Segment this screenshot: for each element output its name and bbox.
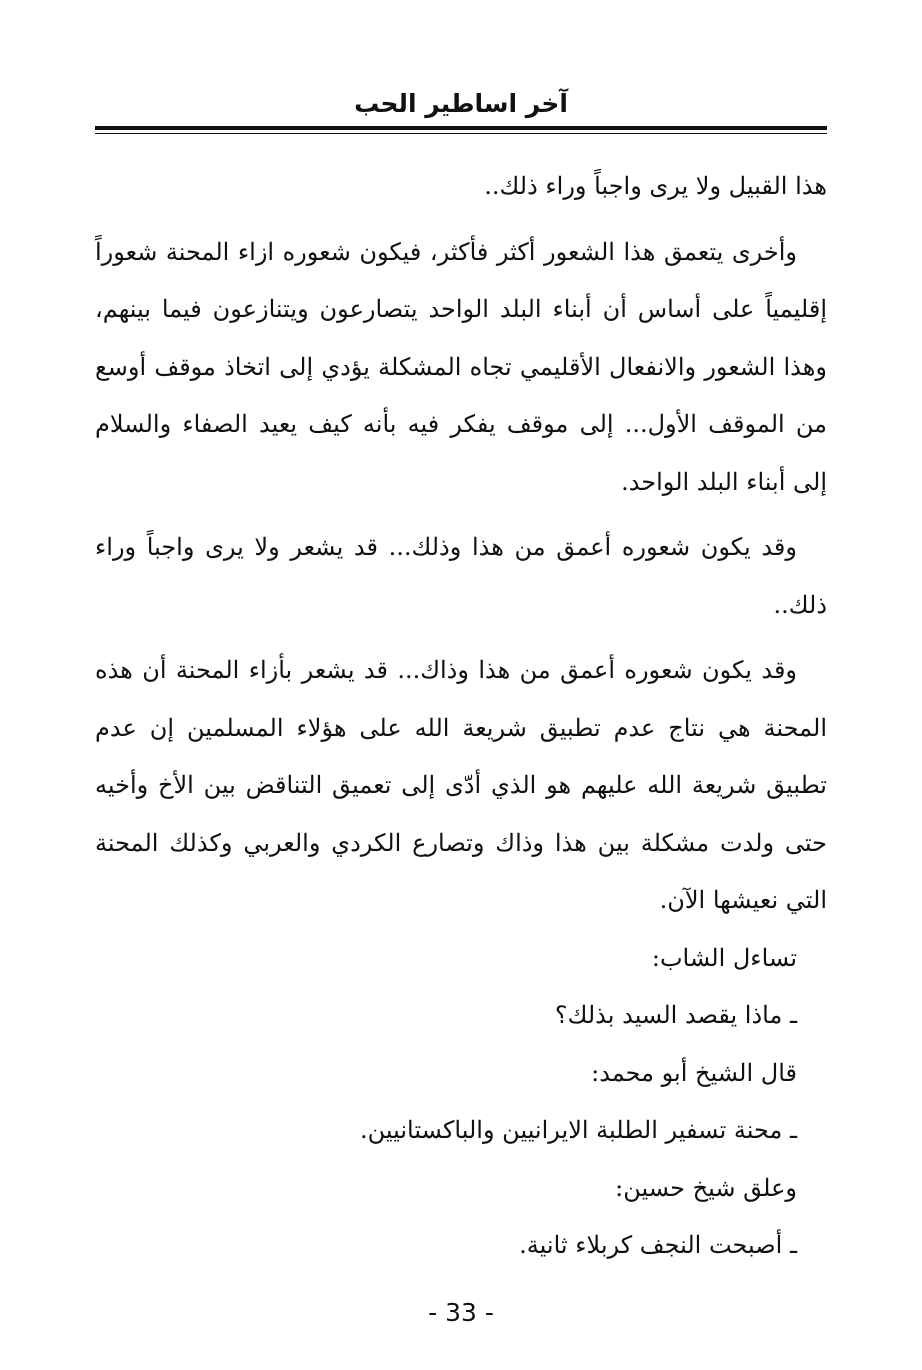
dialogue-line: وعلق شيخ حسين: bbox=[615, 1173, 797, 1202]
paragraph-continuation: هذا القبيل ولا يرى واجباً وراء ذلك.. bbox=[484, 172, 827, 200]
paragraph-deeper-feeling: وقد يكون شعوره أعمق من هذا وذلك... قد يشعر ولا يرى واجباً وراء ذلك.. bbox=[95, 533, 827, 619]
dialogue-line: ـ أصبحت النجف كربلاء ثانية. bbox=[519, 1231, 797, 1259]
paragraph-sharia-feeling: وقد يكون شعوره أعمق من هذا وذاك... قد يشعر بأزاء المحنة أن هذه المحنة هي نتاج عدم تطبيق شريعة الله على هؤلاء المسلمين إن عدم تطبيق شريعة الله عليهم هو الذي أدّى إلى تعميق التناقض بين الأخ وأخيه حتى ولدت مشكلة بين هذا وذاك وتصارع الكردي والعربي وكذلك المحنة التي نعيشها الآن. bbox=[95, 656, 828, 914]
dialogue-line: قال الشيخ أبو محمد: bbox=[591, 1058, 797, 1087]
header-rule-thin bbox=[95, 133, 827, 134]
dialogue-line: تساءل الشاب: bbox=[651, 943, 797, 972]
paragraph-regional-feeling: وأخرى يتعمق هذا الشعور أكثر فأكثر، فيكون شعوره ازاء المحنة شعوراً إقليمياً على أساس أن أبناء البلد الواحد يتصارعون ويتنازعون فيما بينهم، وهذا الشعور والانفعال الأقليمي تجاه المشكلة يؤدي إلى اتخاذ موقف أوسع من الموقف الأول... إلى موقف يفكر فيه بأنه كيف يعيد الصفاء والسلام إلى أبناء البلد الواحد. bbox=[95, 237, 827, 496]
dialogue-line: ـ ماذا يقصد السيد بذلك؟ bbox=[554, 1001, 797, 1029]
running-header-title: آخر اساطير الحب bbox=[354, 89, 568, 118]
dialogue-line: ـ محنة تسفير الطلبة الايرانيين والباكستانيين. bbox=[359, 1116, 797, 1144]
page-number: - 33 - bbox=[428, 1298, 494, 1327]
body-text bbox=[95, 158, 827, 1275]
header-rule bbox=[95, 126, 827, 130]
